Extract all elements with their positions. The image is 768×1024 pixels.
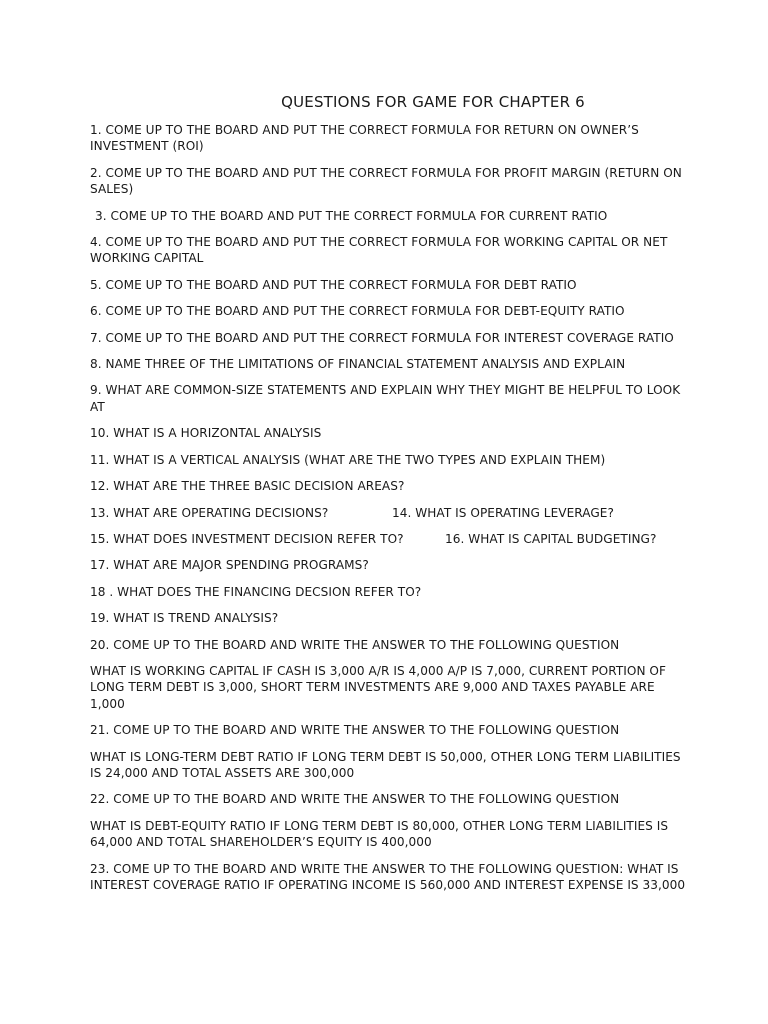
question-17: 17. WHAT ARE MAJOR SPENDING PROGRAMS? (90, 558, 369, 573)
question-22-detail: WHAT IS DEBT-EQUITY RATIO IF LONG TERM DEBT IS 80,000, OTHER LONG TERM LIABILITIES IS 64,000 AND TOTAL SHAREHOLDER’S EQUITY IS 400,000 (90, 818, 669, 850)
question-6: 6. COME UP TO THE BOARD AND PUT THE CORRECT FORMULA FOR DEBT-EQUITY RATIO (90, 304, 625, 319)
question-4: 4. COME UP TO THE BOARD AND PUT THE CORRECT FORMULA FOR WORKING CAPITAL OR NET WORKING CAPITAL (90, 235, 668, 266)
question-21: 21. COME UP TO THE BOARD AND WRITE THE ANSWER TO THE FOLLOWING QUESTION (90, 723, 620, 738)
question-19: 19. WHAT IS TREND ANALYSIS? (90, 611, 279, 626)
question-5: 5. COME UP TO THE BOARD AND PUT THE CORRECT FORMULA FOR DEBT RATIO (90, 277, 577, 292)
question-14: 14. WHAT IS OPERATING LEVERAGE? (392, 505, 614, 520)
question-10: 10. WHAT IS A HORIZONTAL ANALYSIS (90, 426, 322, 441)
question-8: 8. NAME THREE OF THE LIMITATIONS OF FINANCIAL STATEMENT ANALYSIS AND EXPLAIN (90, 357, 626, 372)
question-1: 1. COME UP TO THE BOARD AND PUT THE CORRECT FORMULA FOR RETURN ON OWNER’S INVESTMENT (ROI) (90, 123, 639, 154)
question-2: 2. COME UP TO THE BOARD AND PUT THE CORRECT FORMULA FOR PROFIT MARGIN (RETURN ON SALES) (90, 165, 682, 197)
question-20-detail: WHAT IS WORKING CAPITAL IF CASH IS 3,000 A/R IS 4,000 A/P IS 7,000, CURRENT PORTION OF LONG TERM DEBT IS 3,000, SHORT TERM INVESTMENTS ARE 9,000 AND TAXES PAYABLE ARE 1,000 (90, 663, 667, 711)
question-9: 9. WHAT ARE COMMON-SIZE STATEMENTS AND EXPLAIN WHY THEY MIGHT BE HELPFUL TO LOOK AT (90, 383, 681, 414)
question-12: 12. WHAT ARE THE THREE BASIC DECISION AREAS? (90, 479, 405, 494)
question-15: 15. WHAT DOES INVESTMENT DECISION REFER TO? (90, 531, 404, 546)
question-20: 20. COME UP TO THE BOARD AND WRITE THE ANSWER TO THE FOLLOWING QUESTION (90, 637, 620, 652)
question-13: 13. WHAT ARE OPERATING DECISIONS? (90, 505, 329, 520)
page-title: QUESTIONS FOR GAME FOR CHAPTER 6 (281, 93, 585, 111)
question-11: 11. WHAT IS A VERTICAL ANALYSIS (WHAT ARE THE TWO TYPES AND EXPLAIN THEM) (90, 452, 606, 467)
question-22: 22. COME UP TO THE BOARD AND WRITE THE ANSWER TO THE FOLLOWING QUESTION (90, 792, 620, 807)
question-row-13-14 (90, 505, 690, 521)
question-18: 18 . WHAT DOES THE FINANCING DECSION REFER TO? (90, 584, 422, 599)
question-row-15-16 (90, 531, 690, 547)
question-3: 3. COME UP TO THE BOARD AND PUT THE CORRECT FORMULA FOR CURRENT RATIO (95, 208, 608, 223)
question-16: 16. WHAT IS CAPITAL BUDGETING? (445, 531, 657, 546)
question-7: 7. COME UP TO THE BOARD AND PUT THE CORRECT FORMULA FOR INTEREST COVERAGE RATIO (90, 330, 674, 345)
question-21-detail: WHAT IS LONG-TERM DEBT RATIO IF LONG TERM DEBT IS 50,000, OTHER LONG TERM LIABILITIES IS 24,000 AND TOTAL ASSETS ARE 300,000 (90, 749, 681, 780)
question-list (90, 122, 690, 903)
question-23: 23. COME UP TO THE BOARD AND WRITE THE ANSWER TO THE FOLLOWING QUESTION: WHAT IS INTEREST COVERAGE RATIO IF OPERATING INCOME IS 560,000 AND INTEREST EXPENSE IS 33,000 (90, 861, 686, 892)
